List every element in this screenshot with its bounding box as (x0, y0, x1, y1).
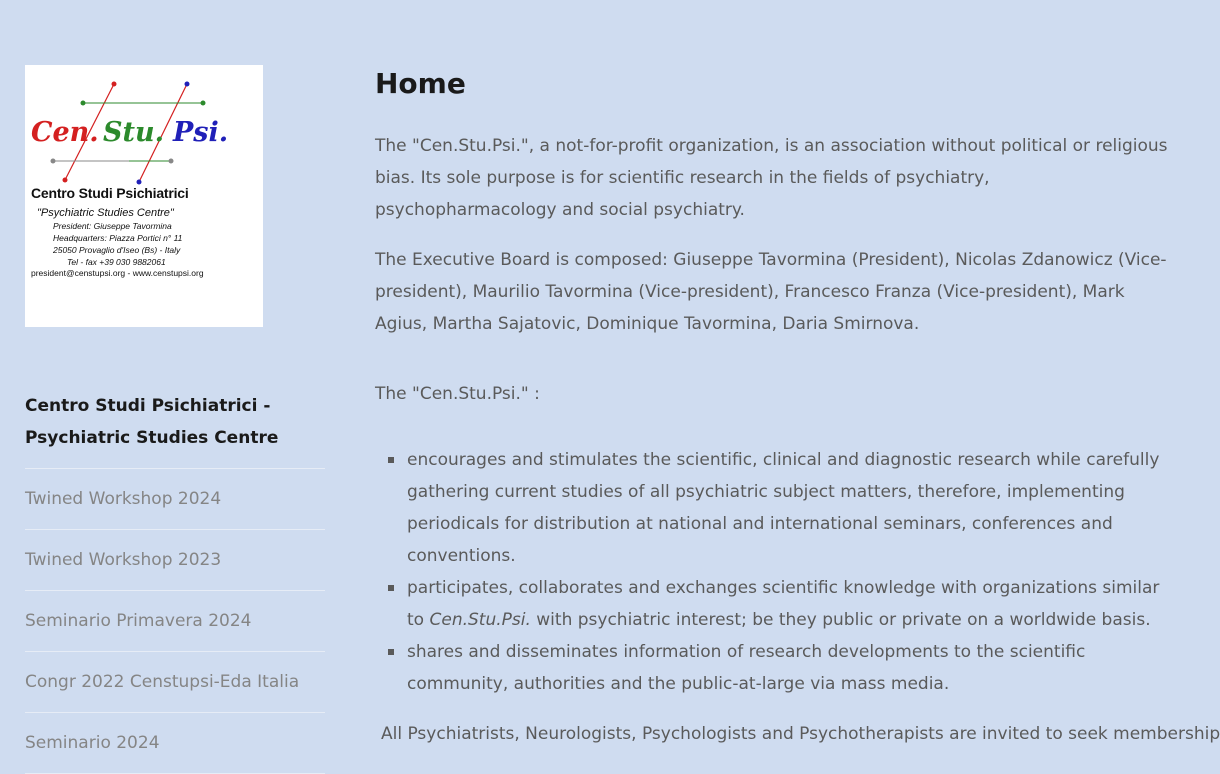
logo[interactable] (25, 65, 263, 327)
page-title: Home (375, 67, 466, 100)
sidebar-item-seminario-primavera-2024[interactable]: Seminario Primavera 2024 (25, 591, 325, 652)
list-item: shares and disseminates information of research developments to the scientific community, authorities and the public-at-large via mass media. (407, 636, 1175, 700)
logo-address: 25050 Provaglio d'Iseo (Bs) - Italy (53, 245, 181, 255)
list-item-text: with psychiatric interest; be they public or private on a worldwide basis. (530, 610, 1151, 630)
purpose-list (375, 444, 1175, 700)
sidebar-item-twined-workshop-2023[interactable]: Twined Workshop 2023 (25, 530, 325, 591)
sidebar-item-seminario-2024[interactable]: Seminario 2024 (25, 713, 325, 774)
logo-word-cen: Cen. (31, 117, 99, 148)
logo-headquarters: Headquarters: Piazza Portici n° 11 (53, 233, 183, 243)
list-item (407, 572, 1175, 636)
logo-dot (169, 159, 174, 164)
org-name-italic: Cen.Stu.Psi. (429, 610, 531, 630)
logo-word-psi: Psi. (173, 117, 229, 148)
logo-word-stu: Stu. (103, 117, 165, 148)
logo-dot (81, 101, 86, 106)
invitation-paragraph: All Psychiatrists, Neurologists, Psychologists and Psychotherapists are invited to seek membership (381, 724, 1220, 744)
logo-title: Centro Studi Psichiatrici (31, 185, 189, 201)
list-item-text: participates, collaborates and exchanges scientific knowledge with organizations similar to (407, 578, 1160, 630)
intro-paragraph: The "Cen.Stu.Psi.", a not-for-profit organization, is an association without political or religious bias. Its sole purpose is for scientific research in the fields of psychiatry, psychopharmacology and social psychiatry. (375, 136, 1168, 220)
logo-dot (51, 159, 56, 164)
logo-president: President: Giuseppe Tavormina (53, 221, 172, 231)
logo-contact: president@censtupsi.org - www.censtupsi.org (31, 268, 204, 278)
sidebar-item-twined-workshop-2024[interactable]: Twined Workshop 2024 (25, 469, 325, 530)
logo-dot (112, 82, 117, 87)
logo-subtitle: "Psychiatric Studies Centre" (37, 207, 174, 219)
main-content (375, 60, 1220, 768)
logo-phone: Tel - fax +39 030 9882061 (67, 257, 166, 267)
list-item: encourages and stimulates the scientific, clinical and diagnostic research while carefully gathering current studies of all psychiatric subject matters, therefore, implementing periodicals for distribution at national and international seminars, conferences and conventions. (407, 444, 1175, 572)
board-paragraph: The Executive Board is composed: Giuseppe Tavormina (President), Nicolas Zdanowicz (Vice-president), Maurilio Tavormina (Vice-president), Francesco Franza (Vice-president), Mark Agius, Martha Sajatovic, Dominique Tavormina, Daria Smirnova. (375, 250, 1167, 334)
sidebar-nav (25, 390, 325, 774)
logo-dot (63, 178, 68, 183)
sidebar-item-congr-2022[interactable]: Congr 2022 Censtupsi-Eda Italia (25, 652, 325, 713)
logo-dot (201, 101, 206, 106)
logo-dot (137, 180, 142, 185)
list-intro: The "Cen.Stu.Psi." : (375, 384, 540, 404)
logo-dot (185, 82, 190, 87)
sidebar-heading[interactable]: Centro Studi Psichiatrici - Psychiatric Studies Centre (25, 390, 325, 469)
